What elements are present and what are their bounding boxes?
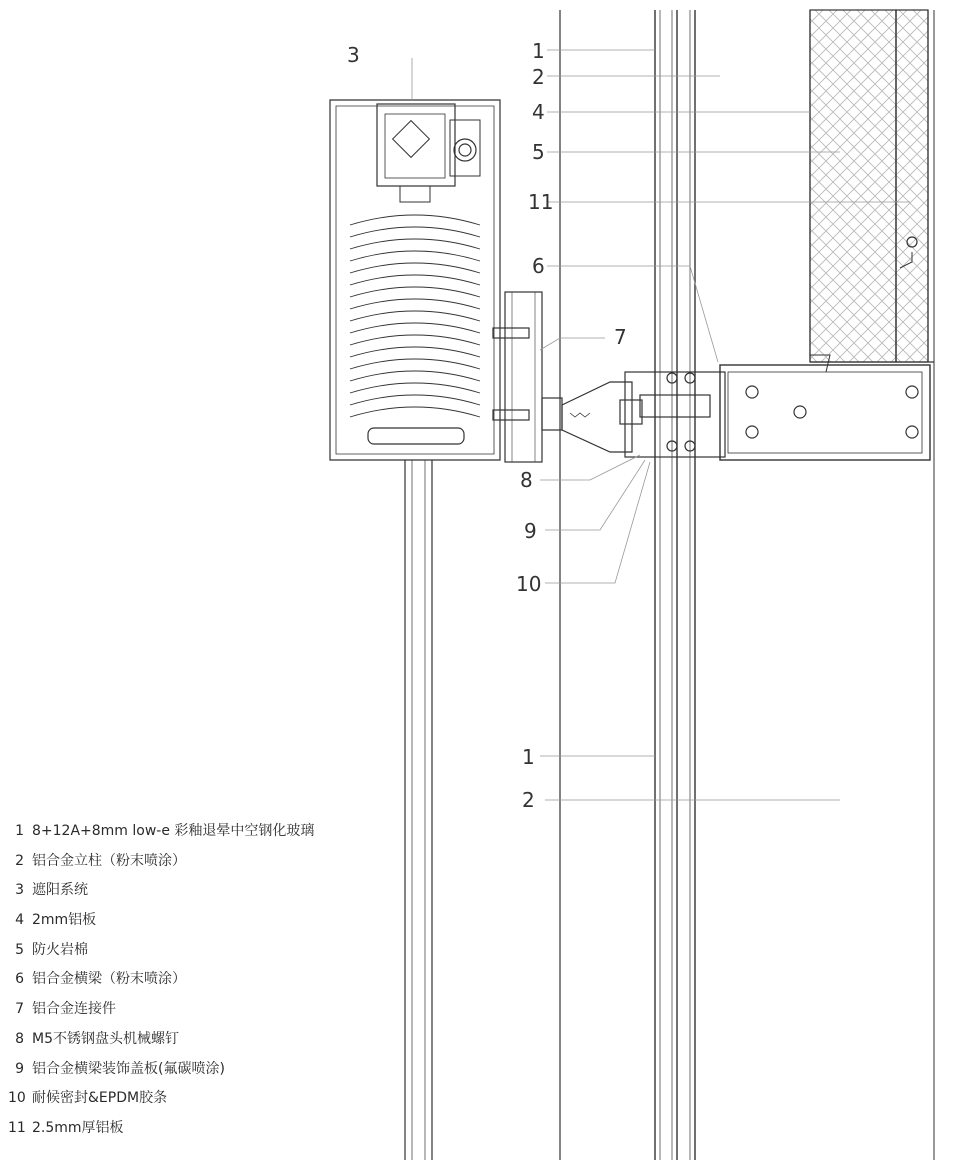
callout-2-bottom: 2 xyxy=(522,788,535,812)
callout-9: 9 xyxy=(524,519,537,543)
legend-item: 7 铝合金连接件 xyxy=(15,1001,116,1018)
glass-and-mullion xyxy=(560,10,695,1160)
transom xyxy=(620,365,930,460)
fire-insulation-panel xyxy=(810,10,934,1160)
bracket-plate xyxy=(493,292,632,462)
callouts xyxy=(347,39,627,812)
blind-roll xyxy=(350,215,480,417)
callout-11: 11 xyxy=(528,190,554,214)
callout-3: 3 xyxy=(347,43,360,67)
callout-4: 4 xyxy=(532,100,545,124)
callout-8: 8 xyxy=(520,468,533,492)
legend-item: 11 2.5mm厚铝板 xyxy=(8,1119,124,1136)
callout-5: 5 xyxy=(532,140,545,164)
callout-1-bottom: 1 xyxy=(522,745,535,769)
legend xyxy=(8,820,408,1147)
callout-7: 7 xyxy=(614,325,627,349)
callout-1-top: 1 xyxy=(532,39,545,63)
legend-item: 2 铝合金立柱（粉末喷涂） xyxy=(15,852,186,869)
callout-6: 6 xyxy=(532,254,545,278)
legend-item: 9 铝合金横梁装饰盖板(氟碳喷涂) xyxy=(15,1060,225,1077)
legend-item: 4 2mm铝板 xyxy=(15,912,97,929)
legend-item: 10 耐候密封&EPDM胶条 xyxy=(8,1090,168,1107)
legend-item: 6 铝合金横梁（粉末喷涂） xyxy=(15,971,186,988)
callout-10: 10 xyxy=(516,572,542,596)
legend-item: 1 8+12A+8mm low-e 彩釉退晕中空钢化玻璃 xyxy=(15,823,315,839)
callout-2-top: 2 xyxy=(532,65,545,89)
legend-item: 5 防火岩棉 xyxy=(15,941,88,958)
legend-item: 3 遮阳系统 xyxy=(15,882,88,899)
legend-item: 8 M5不锈钢盘头机械螺钉 xyxy=(15,1030,179,1047)
